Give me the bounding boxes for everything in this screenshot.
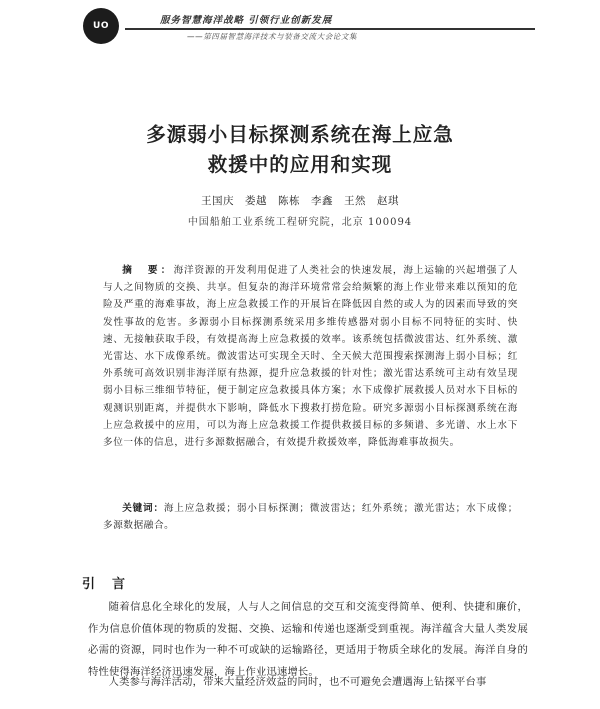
paper-title-line2: 救援中的应用和实现 [207, 153, 393, 176]
keywords-text: 海上应急救援；弱小目标探测；微波雷达；红外系统；激光雷达；水下成像；多源数据融合。 [103, 503, 518, 532]
abstract-label: 摘 要： [122, 265, 174, 276]
keywords-label: 关键词： [122, 503, 164, 514]
body-paragraph: 随着信息化全球化的发展，人与人之间信息的交互和交流变得简单、便利、快捷和廉价，作为信息价值体现的物质的发掘、交换、运输和传递也逐渐受到重视。海洋蕴含大量人类发展必需的资源，同时也作为一种不可或缺的运输路径，更适用于物质全球化的发展。海洋自身的特性使得海洋经济迅速发展，海上作业迅速增长。 [88, 601, 528, 678]
body-paragraph: 人类参与海洋活动，带来大量经济效益的同时，也不可避免会遭遇海上钻探平台事 [108, 676, 487, 688]
header-slogan: 服务智慧海洋战略 引领行业创新发展 [160, 15, 333, 26]
header-proceedings: ——第四届智慧海洋技术与装备交流大会论文集 [187, 32, 358, 41]
author-affiliation: 中国船舶工业系统工程研究院，北京 100094 [187, 217, 413, 228]
running-header [0, 0, 600, 48]
conference-logo-icon: UO [83, 8, 119, 44]
paper-title-line1: 多源弱小目标探测系统在海上应急 [146, 123, 454, 146]
abstract-text: 海洋资源的开发利用促进了人类社会的快速发展，海上运输的兴起增强了人与人之间物质的交换、共享。但复杂的海洋环境常常会给频繁的海上作业带来难以预知的危险及严重的海难事故，海上应急救援工作的开展旨在降低因自然的或人为的因素而导致的突发性事故的危害。多源弱小目标探测系统采用多维传感器对弱小目标不同特征的实时、快速、无接触获取手段，有效提高海上应急救援的效率。该系统包括微波雷达、红外系统、激光雷达、水下成像系统。微波雷达可实现全天时、全天候大范围搜索探测海上弱小目标；红外系统可高效识别非海洋原有热源，提升应急救援的针对性；激光雷达系统可主动有效呈现弱小目标三维细节特征，便于制定应急救援具体方案；水下成像扩展救援人员对水下目标的观测识别距离，并提供水下影响，降低水下搜救打捞危险。研究多源弱小目标探测系统在海上应急救援中的应用，可以为海上应急救援工作提供救援目标的多频谱、多光谱、水上水下多位一体的信息，进行多源数据融合，有效提升救援效率，降低海难事故损失。 [103, 265, 518, 449]
author-list: 王国庆 娄越 陈栋 李鑫 王然 赵琪 [201, 195, 399, 207]
keywords [103, 500, 518, 534]
section-heading-introduction: 引 言 [82, 577, 128, 592]
abstract [103, 262, 518, 451]
header-divider [125, 28, 535, 30]
